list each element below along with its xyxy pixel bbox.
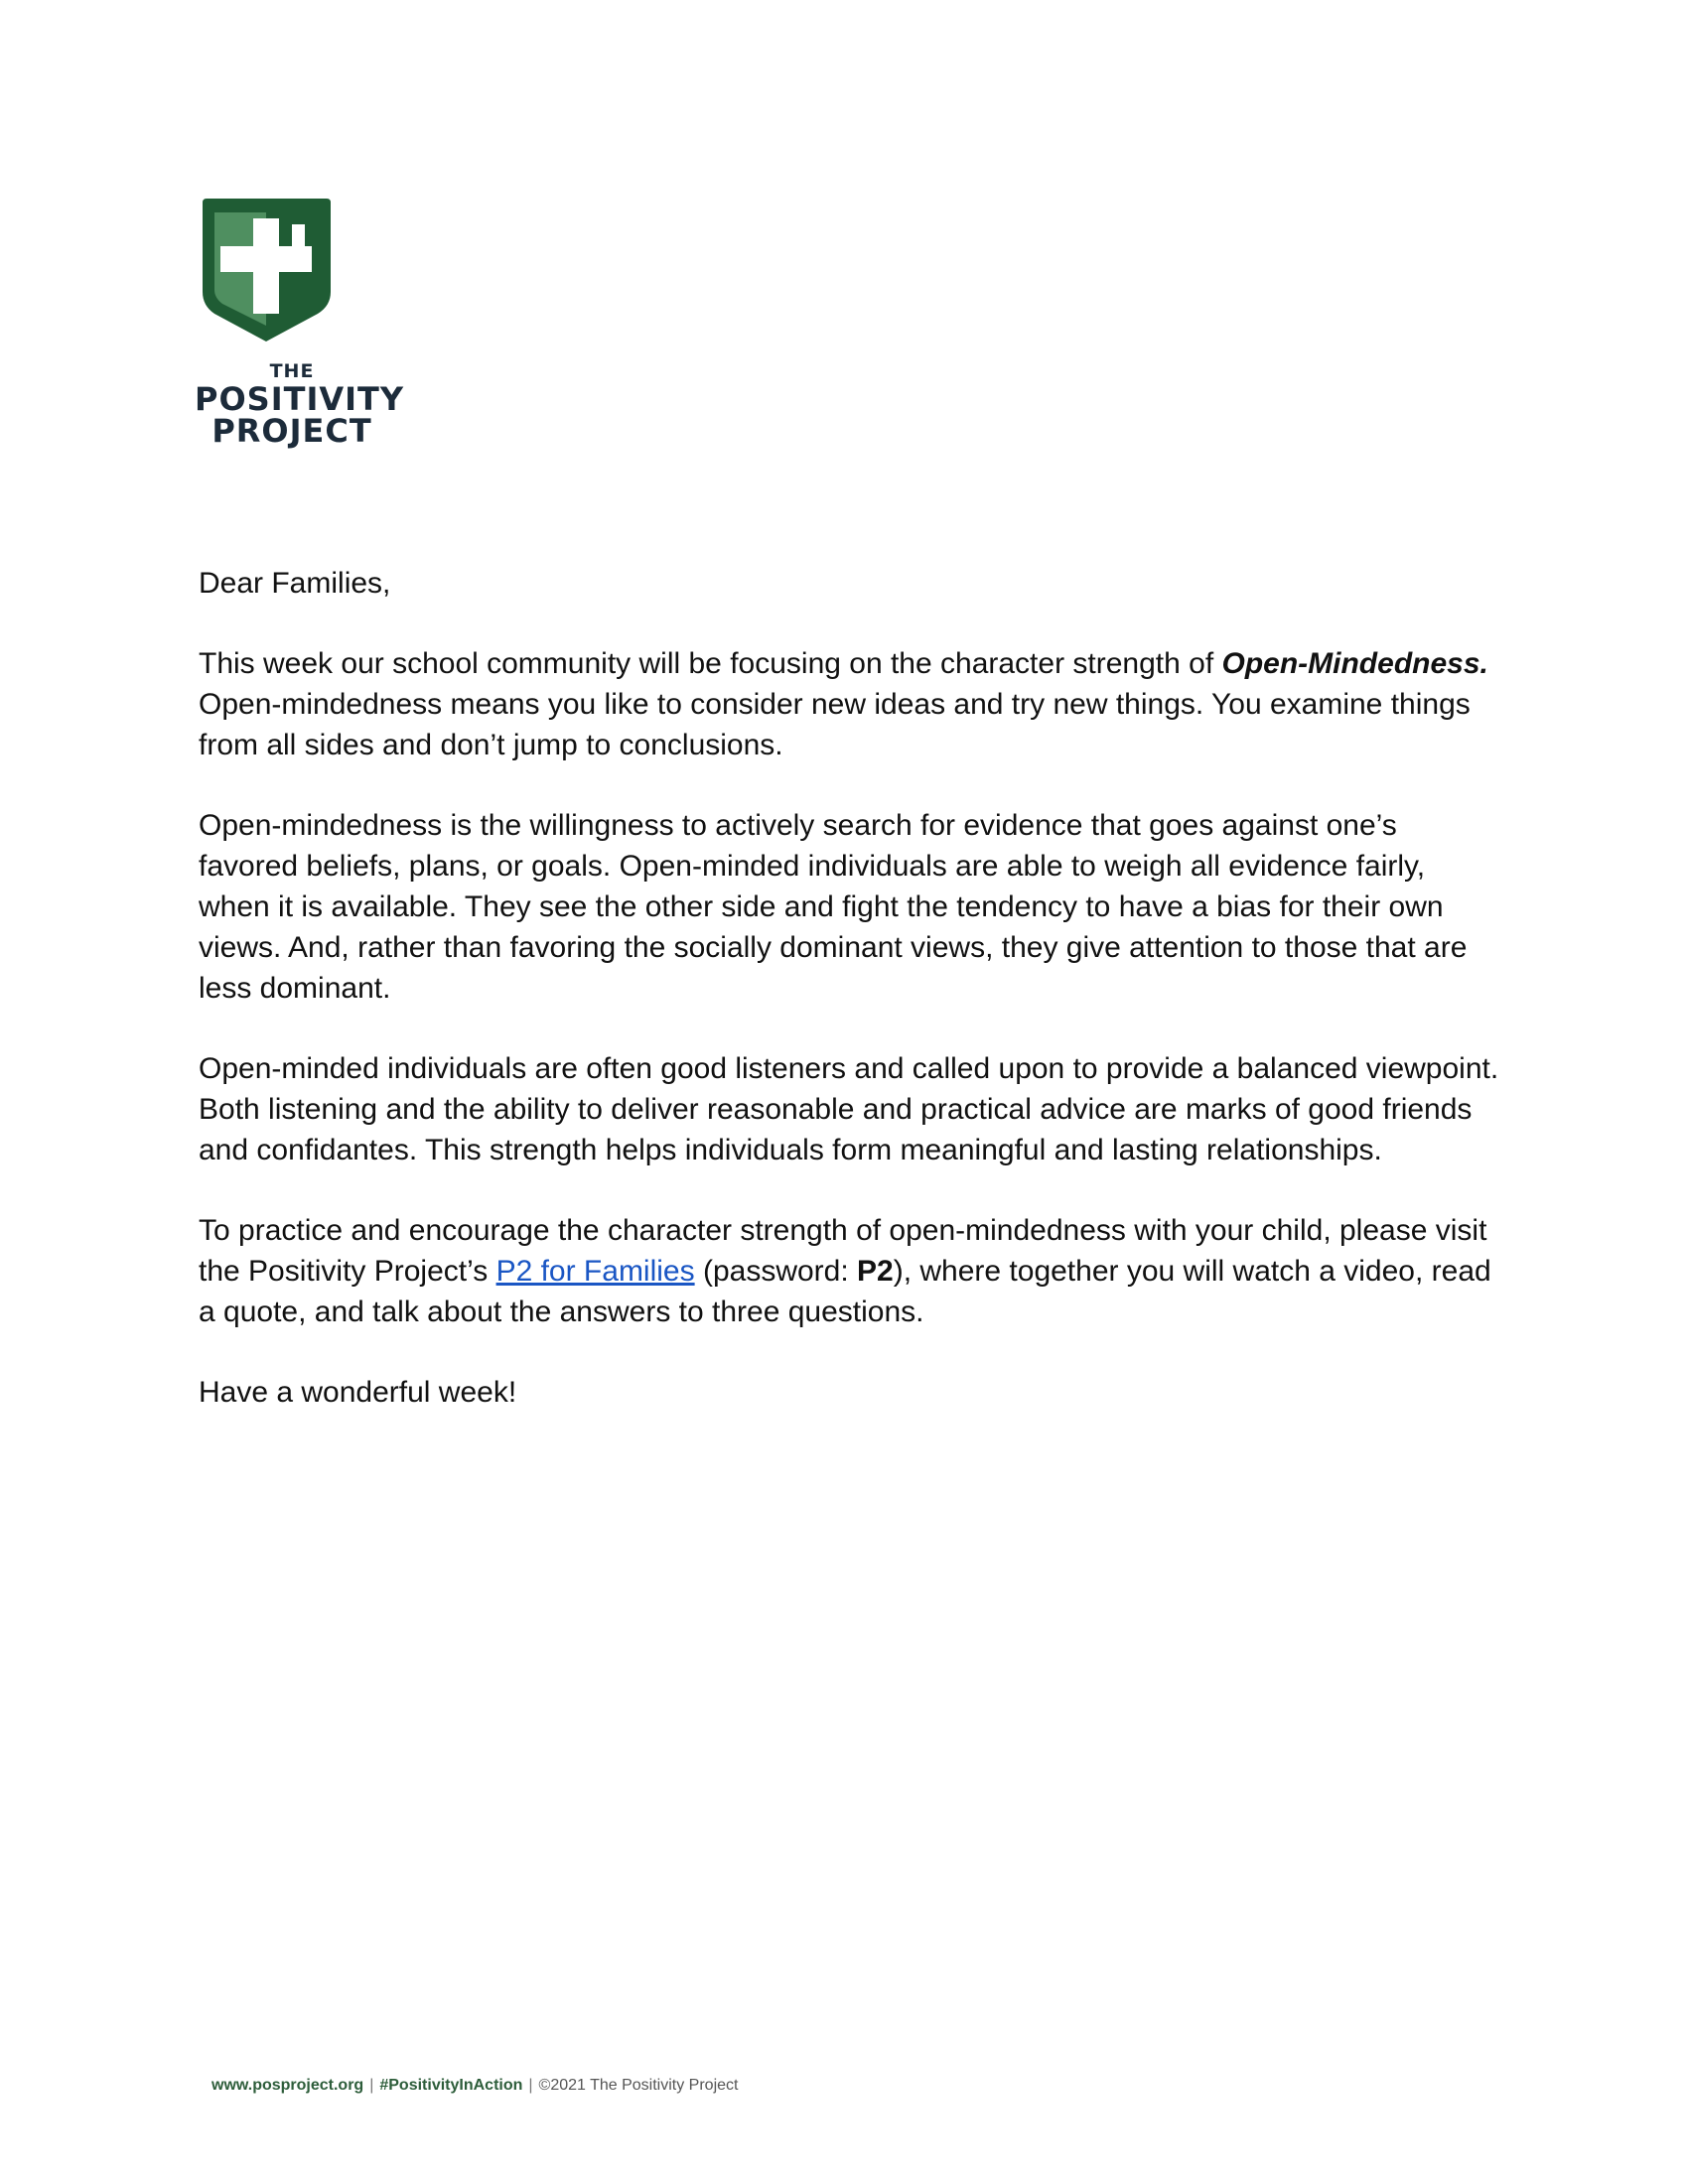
closing: Have a wonderful week! (199, 1376, 517, 1409)
p2-for-families-link[interactable]: P2 for Families (495, 1255, 695, 1288)
paragraph-benefits: Open-minded individuals are often good listeners and called upon to provide a balanced viewpoint. Both listening and the ability to deliver reasonable and practical advice are marks of good friends and confidantes. This strength helps individuals form meaningful and lasting relationships. (199, 1052, 1499, 1166)
letter-body (199, 563, 1499, 1452)
password-value: P2 (857, 1255, 894, 1288)
footer-copyright: ©2021 The Positivity Project (538, 2077, 739, 2094)
practice-text: To practice and encourage the character strength of open-mindedness with your child, please visit the Positivity Project’s (199, 1214, 1487, 1288)
paragraph-practice (199, 1210, 1499, 1332)
logo-line-positivity: POSITIVITY (195, 380, 405, 418)
logo-line-the: THE (269, 360, 315, 382)
password-label: (password: (694, 1255, 858, 1288)
intro-text: This week our school community will be focusing on the character strength of (199, 647, 1222, 680)
footer-separator: | (528, 2077, 533, 2094)
footer-hashtag: #PositivityInAction (379, 2077, 523, 2094)
practice-text-end: ), where together you will watch a video, read a quote, and talk about the answers to three questions. (199, 1255, 1491, 1328)
footer-website-link[interactable]: www.posproject.org (211, 2077, 364, 2094)
paragraph-explanation: Open-mindedness is the willingness to actively search for evidence that goes against one’s favored beliefs, plans, or goals. Open-minded individuals are able to weigh all evidence fairly, when it is available. They see the other side and fight the tendency to have a bias for their own views. And, rather than favoring the socially dominant views, they give attention to those that are less dominant. (199, 809, 1468, 1005)
logo-line-project: PROJECT (211, 412, 372, 450)
footer-separator: | (369, 2077, 374, 2094)
intro-definition: Open-mindedness means you like to consider new ideas and try new things. You examine things from all sides and don’t jump to conclusions. (199, 688, 1471, 761)
paragraph-intro (199, 643, 1499, 765)
greeting: Dear Families, (199, 567, 391, 600)
character-strength: Open-Mindedness. (1221, 647, 1488, 680)
footer (211, 2077, 738, 2095)
shield-cross-icon (195, 195, 339, 343)
positivity-project-logo (195, 195, 405, 453)
